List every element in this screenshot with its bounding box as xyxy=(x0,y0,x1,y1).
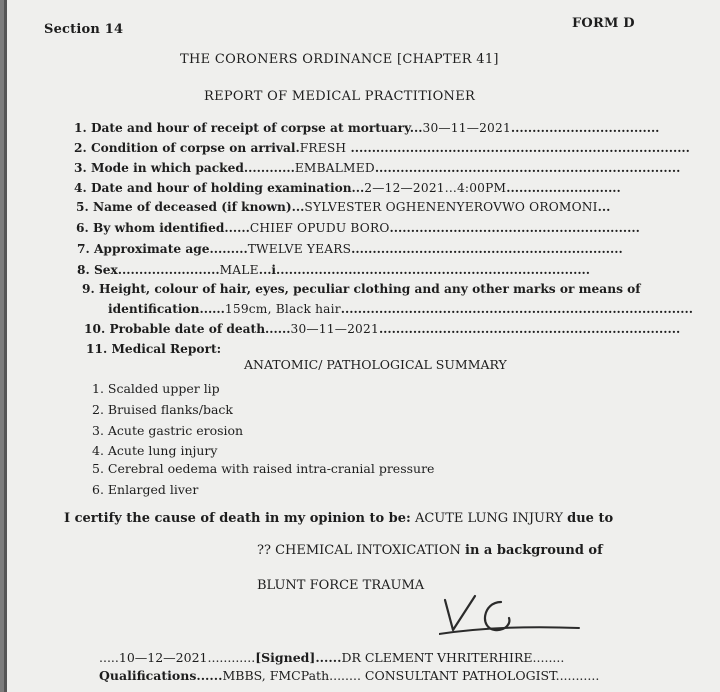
document-subtitle: REPORT OF MEDICAL PRACTITIONER xyxy=(204,89,476,104)
handwritten-signature xyxy=(439,590,589,638)
document-page xyxy=(4,0,720,692)
item-1: 1. Date and hour of receipt of corpse at mortuary...30—11—2021................................... xyxy=(74,121,660,135)
qualifications-line: Qualifications......MBBS, FMCPath........ CONSULTANT PATHOLOGIST........... xyxy=(99,668,600,683)
item-9-identification: identification......159cm, Black hair................................................................................... xyxy=(108,302,693,316)
item-9: 9. Height, colour of hair, eyes, peculiar clothing and any other marks or means of xyxy=(82,282,641,296)
finding-item: 3. Acute gastric erosion xyxy=(92,423,244,438)
finding-item: 1. Scalded upper lip xyxy=(92,381,220,396)
section-number: Section 14 xyxy=(44,22,124,37)
finding-item: 4. Acute lung injury xyxy=(92,443,218,458)
item-4: 4. Date and hour of holding examination...2—12—2021...4:00PM........................... xyxy=(74,181,621,195)
cause-of-death-line: I certify the cause of death in my opinion to be: ACUTE LUNG INJURY due to xyxy=(64,511,614,526)
item-3: 3. Mode in which packed............EMBALMED........................................................................ xyxy=(74,161,681,175)
item-7: 7. Approximate age.........TWELVE YEARS................................................................ xyxy=(77,242,623,256)
item-5: 5. Name of deceased (if known)...SYLVESTER OGHENENYEROVWO OROMONI... xyxy=(76,200,611,214)
item-2: 2. Condition of corpse on arrival.FRESH ................................................................................ xyxy=(74,141,690,155)
signoff-line: .....10—12—2021............[Signed]......DR CLEMENT VHRITERHIRE........ xyxy=(99,650,565,665)
finding-item: 6. Enlarged liver xyxy=(92,482,199,497)
item-11: 11. Medical Report: xyxy=(86,342,222,356)
blunt-trauma-line: BLUNT FORCE TRAUMA xyxy=(257,578,425,593)
summary-heading: ANATOMIC/ PATHOLOGICAL SUMMARY xyxy=(244,357,507,372)
finding-item: 5. Cerebral oedema with raised intra-cranial pressure xyxy=(92,461,435,476)
item-8: 8. Sex........................MALE...i.......................................................................... xyxy=(77,263,591,277)
document-title: THE CORONERS ORDINANCE [CHAPTER 41] xyxy=(180,52,499,67)
item-10: 10. Probable date of death......30—11—2021....................................................................... xyxy=(84,322,681,336)
form-label: FORM D xyxy=(572,16,635,31)
finding-item: 2. Bruised flanks/back xyxy=(92,402,233,417)
item-6: 6. By whom identified......CHIEF OPUDU BORO........................................................... xyxy=(76,221,640,235)
chemical-intoxication-line: ?? CHEMICAL INTOXICATION in a background of xyxy=(257,543,603,558)
